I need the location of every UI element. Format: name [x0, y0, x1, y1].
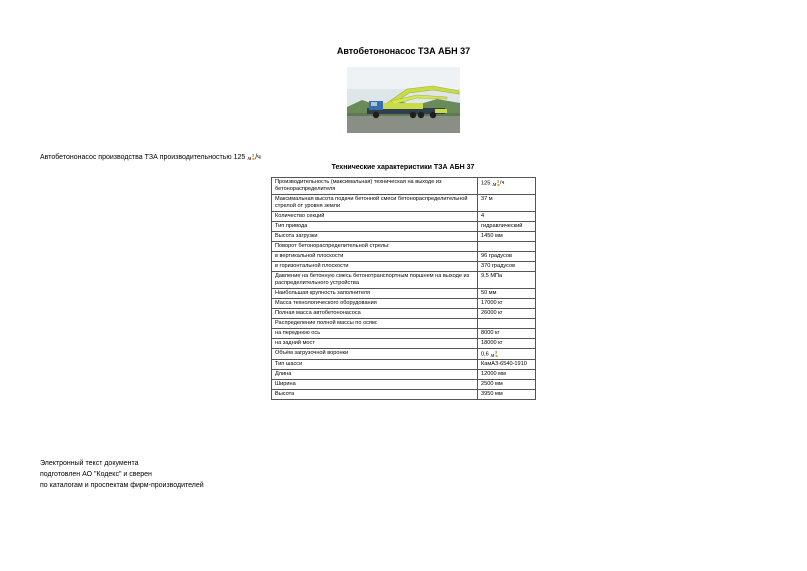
value-cell — [478, 318, 536, 328]
param-cell: Высота загрузки — [272, 231, 478, 241]
param-cell: Количество секций — [272, 211, 478, 221]
intro-paragraph — [40, 153, 261, 161]
intro-text: Автобетононасос производства ТЗА производительностью 125 — [40, 153, 246, 161]
param-cell: на переднюю ось — [272, 328, 478, 338]
table-row — [272, 261, 536, 271]
table-row — [272, 380, 536, 390]
param-cell: Поворот бетонораспределительной стрелы: — [272, 241, 478, 251]
svg-text:3: 3 — [496, 179, 499, 184]
footer-line-1: Электронный текст документа — [40, 460, 139, 467]
table-row — [272, 298, 536, 308]
table-row — [272, 318, 536, 328]
param-cell: в горизонтальной плоскости — [272, 261, 478, 271]
footer-line-3: по каталогам и проспектам фирм-производителей — [40, 482, 204, 489]
value-cell: гидравлический — [478, 221, 536, 231]
table-row — [272, 251, 536, 261]
value-text: 125 — [481, 180, 491, 187]
param-cell: в вертикальной плоскости — [272, 251, 478, 261]
value-cell — [478, 241, 536, 251]
table-row — [272, 390, 536, 400]
truck-photo — [347, 67, 460, 133]
svg-text:3: 3 — [252, 153, 255, 158]
value-cell: КамАЗ-6540-1910 — [478, 360, 536, 370]
table-title: Технические характеристики ТЗА АБН 37 — [331, 164, 475, 171]
value-cell: 12000 мм — [478, 370, 536, 380]
value-cell: 2500 мм — [478, 380, 536, 390]
table-row — [272, 231, 536, 241]
param-cell: Тип шасси — [272, 360, 478, 370]
table-row — [272, 348, 536, 359]
value-cell: 9,5 МПа — [478, 271, 536, 288]
table-row — [272, 211, 536, 221]
cubic-meter-icon — [490, 350, 498, 358]
value-cell: 3950 мм — [478, 390, 536, 400]
table-row — [272, 178, 536, 195]
table-row — [272, 288, 536, 298]
table-row — [272, 194, 536, 211]
value-cell — [478, 178, 536, 195]
value-cell: 96 градусов — [478, 251, 536, 261]
footer-line-2: подготовлен АО "Кодекс" и сверен — [40, 471, 152, 478]
table-row — [272, 360, 536, 370]
param-cell: Объём загрузочной воронки — [272, 348, 478, 359]
value-cell: 18000 кг — [478, 338, 536, 348]
concrete-pump-truck-image — [347, 67, 460, 133]
intro-unit-tail: /ч — [255, 153, 261, 161]
value-cell: 370 градусов — [478, 261, 536, 271]
param-cell: Полная масса автобетононасоса — [272, 308, 478, 318]
table-row — [272, 241, 536, 251]
value-unit-tail: /ч — [499, 180, 505, 187]
table-row — [272, 338, 536, 348]
value-cell — [478, 348, 536, 359]
value-cell: 4 — [478, 211, 536, 221]
table-row — [272, 370, 536, 380]
svg-text:м: м — [492, 182, 497, 187]
value-cell: 1450 мм — [478, 231, 536, 241]
param-cell: Наибольшая крупность заполнителя — [272, 288, 478, 298]
value-text: 0,6 — [481, 351, 489, 358]
table-row — [272, 308, 536, 318]
document-title: Автобетононасос ТЗА АБН 37 — [336, 46, 471, 56]
svg-text:3: 3 — [495, 350, 498, 355]
param-cell: Высота — [272, 390, 478, 400]
value-cell: 8000 кг — [478, 328, 536, 338]
param-cell: Давление на бетонную смесь бетонотранспортным поршнем на выходе из распределительного устройства — [272, 271, 478, 288]
param-cell: Ширина — [272, 380, 478, 390]
svg-text:м: м — [490, 352, 495, 358]
value-cell: 50 мм — [478, 288, 536, 298]
footer-note — [40, 458, 204, 491]
param-cell: Максимальная высота подачи бетонной смеси бетонораспределительной стрелой от уровня земли — [272, 194, 478, 211]
param-cell: Длина — [272, 370, 478, 380]
svg-text:м: м — [247, 156, 252, 161]
value-cell: 37 м — [478, 194, 536, 211]
table-row — [272, 271, 536, 288]
param-cell: на задний мост — [272, 338, 478, 348]
param-cell: Тип привода — [272, 221, 478, 231]
specs-table — [271, 177, 536, 400]
param-cell: Распределение полной массы по осям: — [272, 318, 478, 328]
value-cell: 26000 кг — [478, 308, 536, 318]
cubic-meter-icon — [492, 179, 500, 187]
param-cell: Производительность (максимальная) техническая на выходе из бетонораспределителя — [272, 178, 478, 195]
value-cell: 17000 кг — [478, 298, 536, 308]
table-row — [272, 328, 536, 338]
param-cell: Масса технологического оборудования — [272, 298, 478, 308]
table-row — [272, 221, 536, 231]
